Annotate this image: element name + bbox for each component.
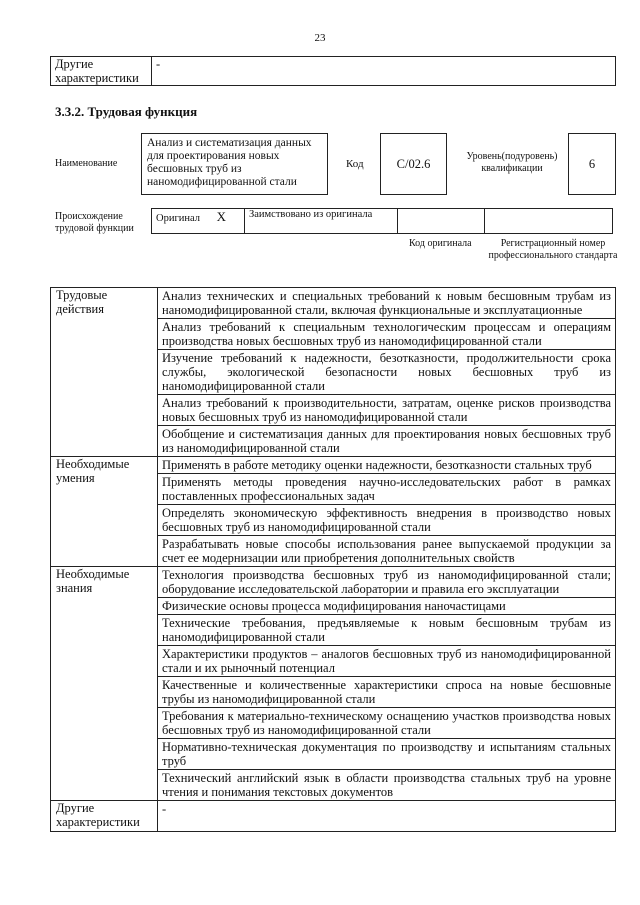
other-characteristics-label: Другие характеристики (51, 57, 152, 86)
original-label: Оригинал (156, 213, 200, 224)
origin-table (151, 208, 613, 234)
table-cell: Анализ требований к производительности, затратам, оценке рисков производства новых бесшовных труб из наномодифицированной стали (158, 395, 616, 426)
table-cell: Характеристики продуктов – аналогов бесшовных труб из наномодифицированной стали и их рыночный потенциал (158, 646, 616, 677)
reg-number-cell (485, 209, 613, 234)
table-cell: Нормативно-техническая документация по производству и испытаниям стальных труб (158, 739, 616, 770)
level-label: Уровень(подуровень) квалификации (466, 151, 558, 174)
table-cell: Технические требования, предъявляемые к новым бесшовным трубам из наномодифицированной стали (158, 615, 616, 646)
category-labour-actions: Трудовые действия (51, 288, 158, 457)
original-mark: X (216, 209, 227, 224)
table-cell: Анализ технических и специальных требований к новым бесшовным трубам из наномодифицированной стали, включая функциональные и эксплуатационные (158, 288, 616, 319)
table-row (51, 801, 616, 832)
table-row (51, 288, 616, 319)
qualification-level-box: 6 (568, 133, 616, 195)
table-row (51, 567, 616, 598)
origin-label: Происхождение трудовой функции (55, 211, 134, 234)
code-original-caption: Код оригинала (409, 238, 472, 249)
table-cell: Технология производства бесшовных труб из наномодифицированной стали; оборудование исследовательской лаборатории и правила его эксплуатации (158, 567, 616, 598)
table-cell: Анализ требований к специальным технологическим процессам и операциям производства новых бесшовных труб из наномодифицированной стали (158, 319, 616, 350)
table-cell: Качественные и количественные характеристики спроса на новые бесшовные трубы из наномодифицированной стали (158, 677, 616, 708)
table-cell: Обобщение и систематизация данных для проектирования новых бесшовных труб из наномодифицированной стали (158, 426, 616, 457)
table-cell: Требования к материально-техническому оснащению участков производства новых бесшовных труб из наномодифицированной стали (158, 708, 616, 739)
borrowed-label: Заимствовано из оригинала (245, 209, 398, 234)
name-label: Наименование (55, 158, 118, 169)
table-cell: Применять методы проведения научно-исследовательских работ в рамках поставленных профессиональных задач (158, 474, 616, 505)
category-required-skills: Необходимые умения (51, 457, 158, 567)
original-code-cell (398, 209, 485, 234)
code-label: Код (346, 158, 364, 170)
other-characteristics-value: - (152, 57, 616, 86)
table-cell: Изучение требований к надежности, безотказности, продолжительности срока службы, экологической безопасности новых бесшовных труб из наномодифицированной стали (158, 350, 616, 395)
table-cell: Физические основы процесса модифицирования наночастицами (158, 598, 616, 615)
reg-number-caption: Регистрационный номер профессионального стандарта (488, 238, 618, 261)
table-cell: Определять экономическую эффективность внедрения в производство новых бесшовных труб из наномодифицированной стали (158, 505, 616, 536)
table-cell: - (158, 801, 616, 832)
page-number: 23 (314, 32, 326, 44)
labour-function-table (50, 287, 616, 832)
table-cell: Разрабатывать новые способы использования ранее выпускаемой продукции за счет ее модернизации или приобретения дополнительных свойств (158, 536, 616, 567)
category-other-characteristics: Другие характеристики (51, 801, 158, 832)
function-name-box: Анализ и систематизация данных для проектирования новых бесшовных труб из наномодифицированной стали (141, 133, 328, 195)
section-title: 3.3.2. Трудовая функция (55, 104, 198, 119)
table-cell: Технический английский язык в области производства стальных труб на уровне чтения и понимания текстовых документов (158, 770, 616, 801)
table-row (51, 457, 616, 474)
other-characteristics-table (50, 56, 616, 86)
category-required-knowledge: Необходимые знания (51, 567, 158, 801)
function-code-box: С/02.6 (380, 133, 447, 195)
table-cell: Применять в работе методику оценки надежности, безотказности стальных труб (158, 457, 616, 474)
